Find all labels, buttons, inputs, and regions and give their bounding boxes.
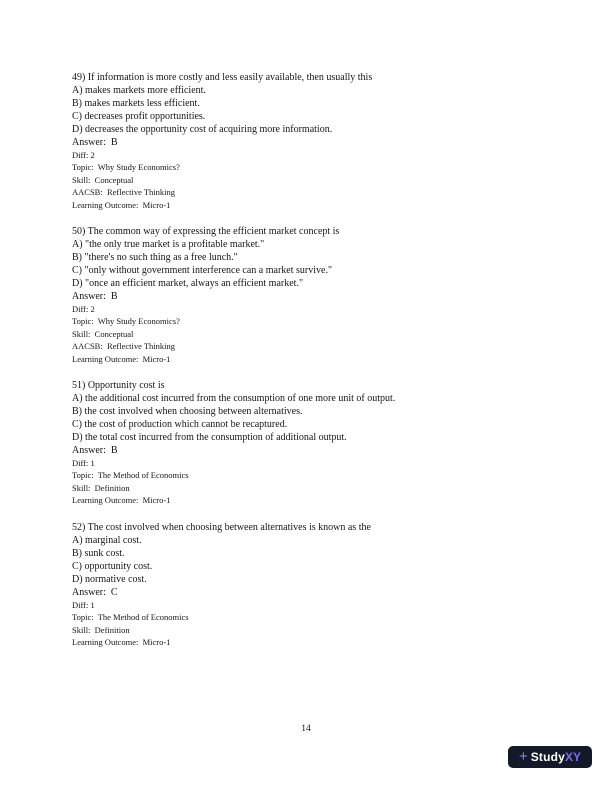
choice-b: B) sunk cost.	[72, 547, 125, 559]
choice-d: D) decreases the opportunity cost of acquiring more information.	[72, 124, 333, 135]
meta-aacsb: AACSB: Reflective Thinking	[72, 341, 176, 352]
logo-brand-text: Study	[530, 750, 566, 764]
choice-d: D) the total cost incurred from the consumption of additional output.	[72, 432, 347, 444]
question-stem: 49) If information is more costly and less easily available, then usually this	[72, 72, 373, 83]
answer-line: Answer: C	[72, 586, 118, 598]
meta-learning-outcome: Learning Outcome: Micro-1	[72, 495, 171, 506]
answer-line: Answer: B	[72, 445, 118, 457]
meta-learning-outcome: Learning Outcome: Micro-1	[72, 636, 171, 647]
question-stem: 52) The cost involved when choosing between alternatives is known as the	[72, 521, 371, 533]
choice-b: B) the cost involved when choosing between alternatives.	[72, 406, 303, 418]
meta-diff: Diff: 2	[72, 304, 95, 315]
choice-a: A) makes markets more efficient.	[72, 85, 206, 96]
meta-skill: Skill: Conceptual	[72, 328, 134, 339]
question-stem: 50) The common way of expressing the efficient market concept is	[72, 226, 340, 238]
question-block-50	[72, 225, 540, 365]
answer-line: Answer: B	[72, 137, 118, 148]
answer-line: Answer: B	[72, 291, 118, 303]
meta-diff: Diff: 1	[72, 458, 95, 469]
meta-topic: Topic: Why Study Economics?	[72, 316, 180, 327]
meta-aacsb: AACSB: Reflective Thinking	[72, 187, 176, 198]
page-number: 14	[301, 724, 311, 734]
meta-topic: Topic: The Method of Economics	[72, 612, 189, 623]
choice-a: A) the additional cost incurred from the consumption of one more unit of output.	[72, 393, 396, 405]
studyxy-logo-badge[interactable]	[508, 746, 592, 768]
choice-a: A) marginal cost.	[72, 534, 142, 546]
question-block-51	[72, 379, 540, 507]
question-stem: 51) Opportunity cost is	[72, 380, 165, 392]
choice-a: A) "the only true market is a profitable market."	[72, 239, 265, 251]
question-block-52	[72, 521, 540, 649]
page-content	[72, 71, 540, 662]
meta-learning-outcome: Learning Outcome: Micro-1	[72, 199, 171, 210]
meta-skill: Skill: Definition	[72, 624, 130, 635]
question-block-49	[72, 71, 540, 211]
choice-c: C) opportunity cost.	[72, 560, 153, 572]
choice-c: C) "only without government interference can a market survive."	[72, 265, 333, 277]
choice-b: B) "there's no such thing as a free lunch."	[72, 252, 238, 264]
meta-topic: Topic: The Method of Economics	[72, 470, 189, 481]
choice-c: C) the cost of production which cannot be recaptured.	[72, 419, 288, 431]
meta-skill: Skill: Conceptual	[72, 174, 134, 185]
meta-topic: Topic: Why Study Economics?	[72, 162, 180, 173]
choice-c: C) decreases profit opportunities.	[72, 111, 206, 122]
meta-diff: Diff: 2	[72, 150, 95, 160]
choice-d: D) "once an efficient market, always an efficient market."	[72, 278, 304, 290]
meta-diff: Diff: 1	[72, 599, 95, 610]
meta-skill: Skill: Definition	[72, 482, 130, 493]
meta-learning-outcome: Learning Outcome: Micro-1	[72, 353, 171, 364]
plus-icon: +	[518, 747, 528, 765]
logo-brand-accent-text: XY	[565, 750, 582, 764]
choice-b: B) makes markets less efficient.	[72, 98, 200, 109]
choice-d: D) normative cost.	[72, 573, 147, 585]
